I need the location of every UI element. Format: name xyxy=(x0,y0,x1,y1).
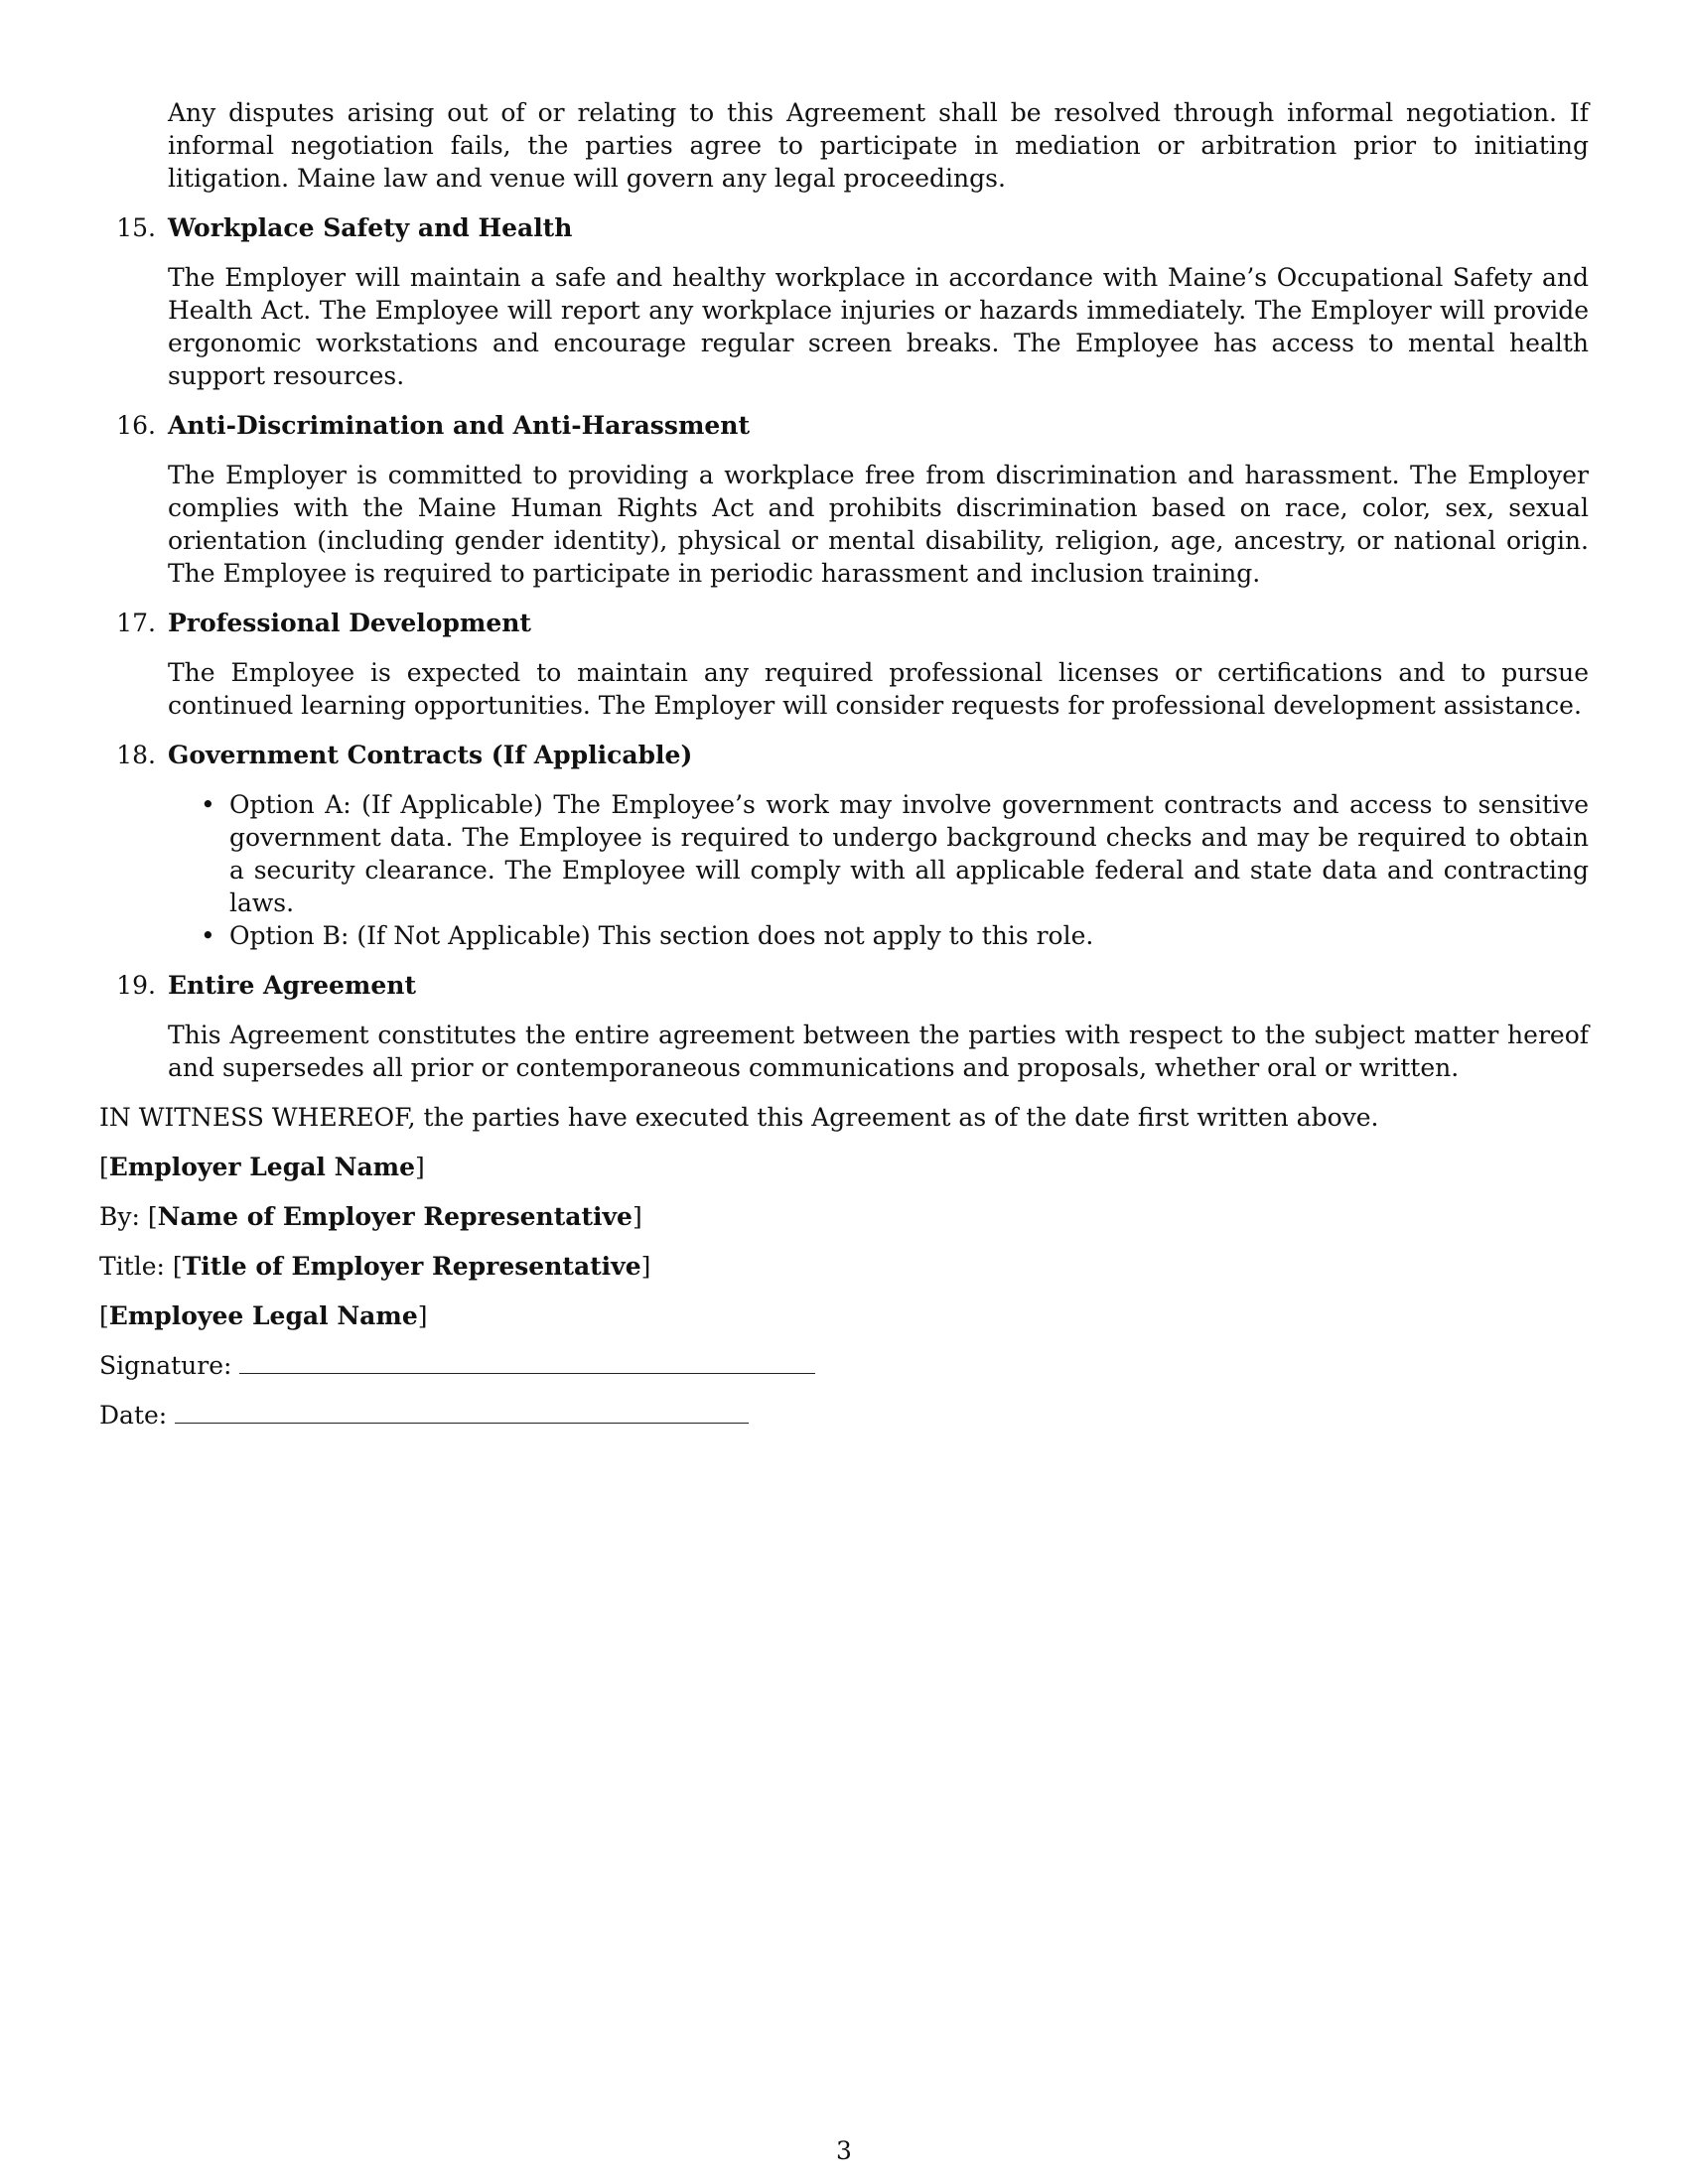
section-title: Anti-Discrimination and Anti-Harassment xyxy=(168,411,751,440)
title-line: Title: [Title of Employer Representative] xyxy=(99,1252,651,1281)
option-a-text: Option A: (If Applicable) The Employee’s work may involve government contracts and access to sensitive government data. The Employee is required to undergo background checks and may be required to obtain a security clearance. The Employee will comply with all applicable federal and state data and contracting laws. xyxy=(229,790,1589,917)
representative-title: Title of Employer Representative xyxy=(182,1252,641,1281)
option-b-text: Option B: (If Not Applicable) This section does not apply to this role. xyxy=(229,921,1094,950)
option-list xyxy=(99,788,1589,952)
witness-statement: IN WITNESS WHEREOF, the parties have executed this Agreement as of the date first written above. xyxy=(99,1103,1379,1132)
list-item xyxy=(168,788,1589,919)
document-page xyxy=(99,96,1589,1448)
section-body: The Employer will maintain a safe and healthy workplace in accordance with Maine’s Occupational Safety and Health Act. The Employee will report any workplace injuries or hazards immediately. The Employer will provide ergonomic workstations and encourage regular screen breaks. The Employee has access to mental health support resources. xyxy=(168,263,1589,390)
representative-name: Name of Employer Representative xyxy=(157,1202,633,1231)
section-19 xyxy=(99,969,1589,1084)
date-field[interactable] xyxy=(175,1399,749,1424)
section-number: 18. xyxy=(116,741,156,769)
section-title: Professional Development xyxy=(168,609,531,637)
employee-name: Employee Legal Name xyxy=(108,1301,418,1330)
employer-name-line: [Employer Legal Name] xyxy=(99,1153,425,1181)
section-number: 19. xyxy=(116,971,156,1000)
by-label: By: xyxy=(99,1202,140,1231)
intro-paragraph: Any disputes arising out of or relating to this Agreement shall be resolved through informal negotiation. If informal negotiation fails, the parties agree to participate in mediation or arbitration prior to initiating litigation. Maine law and venue will govern any legal proceedings. xyxy=(168,98,1589,193)
section-number: 16. xyxy=(116,411,156,440)
section-body: The Employer is committed to providing a workplace free from discrimination and harassment. The Employer complies with the Maine Human Rights Act and prohibits discrimination based on race, color, sex, sexual orientation (including gender identity), physical or mental disability, religion, age, ancestry, or national origin. The Employee is required to participate in periodic harassment and inclusion training. xyxy=(168,461,1589,588)
section-body: The Employee is expected to maintain any required professional licenses or certifications and to pursue continued learning opportunities. The Employer will consider requests for professional development assistance. xyxy=(168,658,1589,720)
section-heading xyxy=(99,739,1589,771)
section-body: This Agreement constitutes the entire agreement between the parties with respect to the subject matter hereof and supersedes all prior or contemporaneous communications and proposals, whether oral or written. xyxy=(168,1021,1589,1082)
date-label: Date: xyxy=(99,1401,168,1430)
employee-name-line: [Employee Legal Name] xyxy=(99,1301,428,1330)
section-number: 15. xyxy=(116,213,156,242)
signature-field[interactable] xyxy=(239,1349,815,1374)
section-number: 17. xyxy=(116,609,156,637)
employer-name: Employer Legal Name xyxy=(108,1153,416,1181)
section-15 xyxy=(99,211,1589,392)
section-title: Government Contracts (If Applicable) xyxy=(168,741,693,769)
section-16 xyxy=(99,409,1589,590)
page-number: 3 xyxy=(836,2136,852,2165)
signature-line xyxy=(99,1349,1589,1382)
section-heading xyxy=(99,409,1589,442)
section-heading xyxy=(99,969,1589,1002)
section-heading xyxy=(99,607,1589,639)
bullet-icon: • xyxy=(201,921,215,950)
by-line: By: [Name of Employer Representative] xyxy=(99,1202,642,1231)
list-item xyxy=(168,919,1589,952)
section-title: Entire Agreement xyxy=(168,971,416,1000)
section-heading xyxy=(99,211,1589,244)
section-17 xyxy=(99,607,1589,722)
section-title: Workplace Safety and Health xyxy=(168,213,573,242)
date-line xyxy=(99,1399,1589,1432)
section-18 xyxy=(99,739,1589,952)
bullet-icon: • xyxy=(201,790,215,819)
title-label: Title: xyxy=(99,1252,165,1281)
signature-label: Signature: xyxy=(99,1351,232,1380)
